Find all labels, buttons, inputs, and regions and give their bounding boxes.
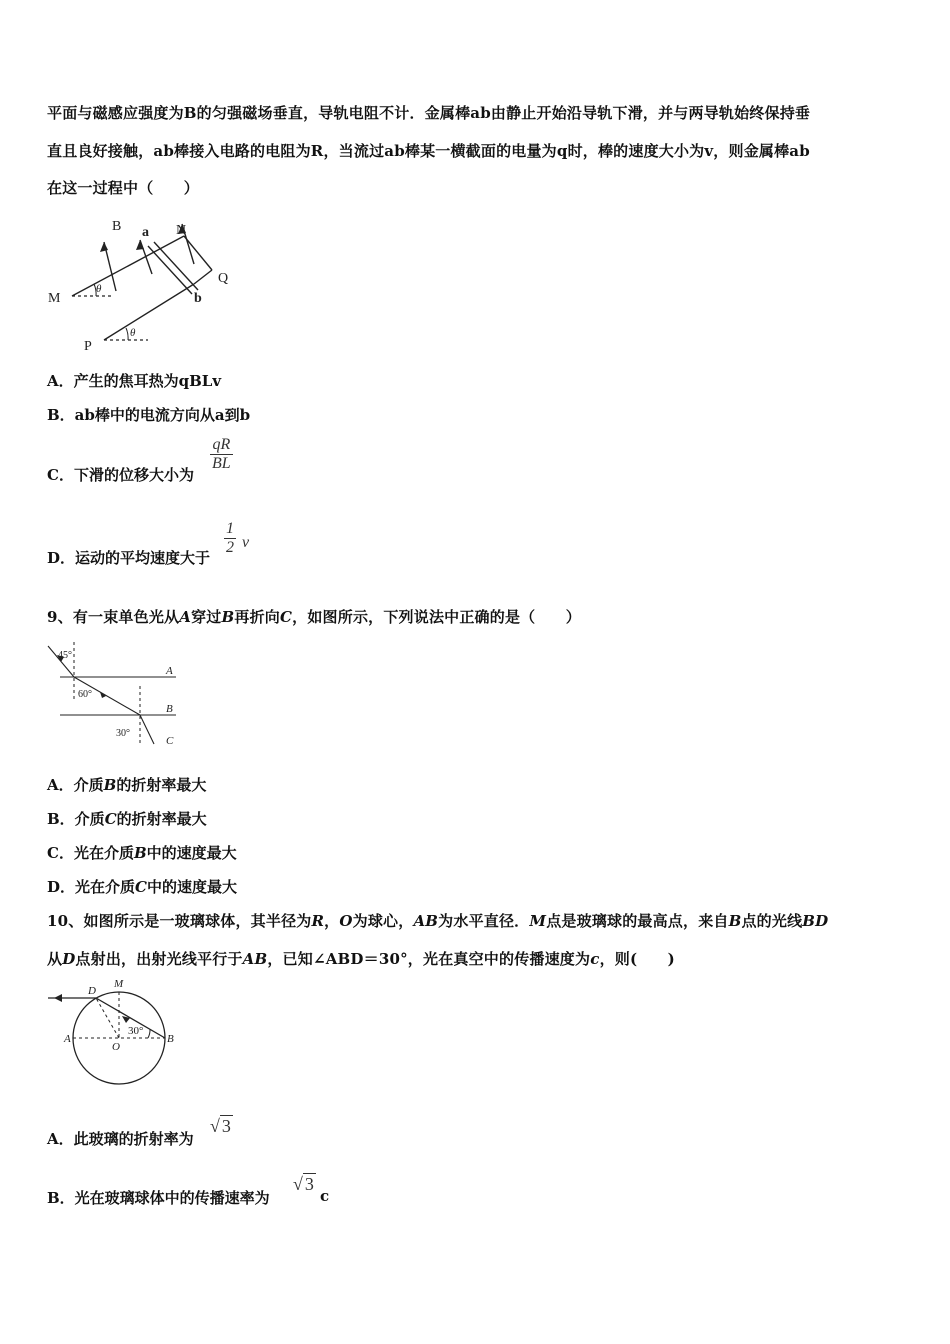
q10-option-a-sqrt: √ 3 [210,1116,231,1136]
q9-label-30: 30° [116,728,130,739]
q9-label-B: B [166,703,173,715]
q10-label-30: 30° [128,1025,144,1037]
q8-label-M: M [48,291,61,306]
q9-label-A: A [166,665,173,677]
q8-label-theta-2: θ [130,327,136,339]
q9-label-C: C [166,735,174,747]
q8-option-c-fraction [210,436,233,473]
q9-option-d[interactable]: D．光在介质C中的速度最大 [47,878,237,896]
sqrt-radicand: 3 [304,1174,314,1194]
q8-label-B: B [112,219,122,234]
fraction-numerator: qR [210,436,233,455]
fraction-denominator: 2 [226,539,234,556]
q8-label-P: P [84,339,92,354]
q10-stem-line-2: 从D点射出，出射光线平行于AB，已知∠ABD＝30°，光在真空中的传播速度为c，则( ) [47,950,675,968]
q9-option-a[interactable]: A．介质B的折射率最大 [47,776,207,794]
q9-label-45: 45° [58,650,72,661]
q10-option-b-sqrt: √ 3 [293,1174,314,1194]
q8-stem-line-1: 平面与磁感应强度为B的匀强磁场垂直，导轨电阻不计．金属棒ab由静止开始沿导轨下滑，并与两导轨始终保持垂 [47,104,811,122]
q10-glass-sphere-figure [44,974,184,1086]
q8-label-theta-1: θ [96,283,102,295]
fraction-denominator: BL [212,455,231,472]
q8-label-a: a [142,225,149,240]
q10-label-B: B [167,1033,174,1045]
q10-option-b-suffix: c [320,1187,330,1205]
q9-refraction-figure [44,640,184,752]
q9-label-60: 60° [78,689,92,700]
q9-option-c[interactable]: C．光在介质B中的速度最大 [47,844,237,862]
q10-label-O: O [112,1041,120,1053]
q8-option-b[interactable]: B．ab棒中的电流方向从a到b [47,406,251,424]
q10-label-D: D [88,985,96,997]
q9-option-b[interactable]: B．介质C的折射率最大 [47,810,207,828]
q8-stem-line-2: 直且良好接触，ab棒接入电路的电阻为R，当流过ab棒某一横截面的电量为q时，棒的速度大小为v，则金属棒ab [47,142,810,160]
q8-option-d-variable: v [242,534,250,551]
q10-option-b[interactable]: B．光在玻璃球体中的传播速率为 [47,1189,270,1207]
sqrt-radicand: 3 [221,1116,231,1136]
q8-label-b: b [194,291,202,306]
q8-option-d-fraction [224,520,236,557]
q8-incline-figure [44,212,244,358]
q8-option-d[interactable]: D．运动的平均速度大于 [47,549,211,567]
q8-label-Q: Q [218,271,229,286]
q8-label-N: N [176,223,187,238]
q10-stem-line-1: 10、如图所示是一玻璃球体，其半径为R，O为球心，AB为水平直径．M点是玻璃球的最高点，来自B点的光线BD [47,912,829,930]
q10-option-a[interactable]: A．此玻璃的折射率为 [47,1130,194,1148]
q8-option-c[interactable]: C．下滑的位移大小为 [47,466,194,484]
fraction-numerator: 1 [226,520,234,537]
q9-stem: 9、有一束单色光从A穿过B再折向C，如图所示，下列说法中正确的是（ ） [47,608,581,626]
q10-label-M: M [114,978,124,990]
q10-label-A: A [64,1033,71,1045]
q8-stem-line-3: 在这一过程中（ ） [47,179,200,197]
q8-option-a[interactable]: A．产生的焦耳热为qBLv [47,372,222,390]
